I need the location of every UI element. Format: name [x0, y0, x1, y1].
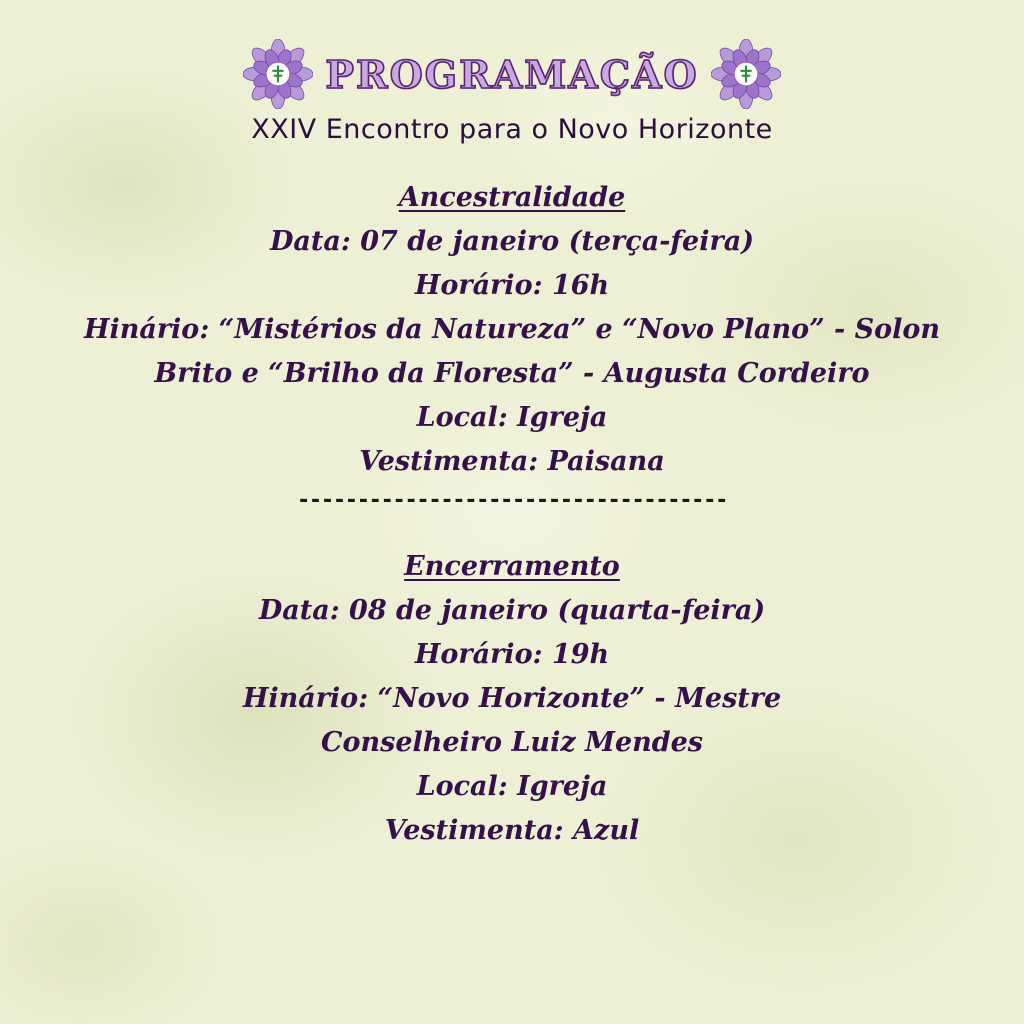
page-subtitle: XXIV Encontro para o Novo Horizonte: [251, 114, 773, 145]
event-heading: Encerramento: [404, 551, 620, 582]
event-ancestralidade: [0, 176, 1024, 484]
lotus-cross-icon: [243, 39, 313, 109]
event-hymnal-line-2: Brito e “Brilho da Floresta” - Augusta Cordeiro: [154, 358, 870, 389]
event-hymnal-line-2: Conselheiro Luiz Mendes: [320, 727, 704, 758]
page-title: PROGRAMAÇÃO: [325, 51, 699, 97]
event-time: Horário: 16h: [414, 270, 610, 301]
event-attire: Vestimenta: Paisana: [359, 446, 665, 477]
title-row: [0, 36, 1024, 112]
lotus-cross-icon: [711, 39, 781, 109]
event-time: Horário: 19h: [414, 639, 610, 670]
header: [0, 36, 1024, 145]
event-date: Data: 07 de janeiro (terça-feira): [270, 226, 754, 257]
event-encerramento: [0, 545, 1024, 853]
event-date: Data: 08 de janeiro (quarta-feira): [258, 595, 766, 626]
event-hymnal-line-1: Hinário: “Novo Horizonte” - Mestre: [242, 683, 782, 714]
section-divider: ------------------------------------: [296, 488, 728, 513]
event-heading: Ancestralidade: [398, 182, 626, 213]
event-location: Local: Igreja: [416, 402, 608, 433]
event-location: Local: Igreja: [416, 771, 608, 802]
event-hymnal-line-1: Hinário: “Mistérios da Natureza” e “Novo Plano” - Solon: [83, 314, 941, 345]
event-attire: Vestimenta: Azul: [384, 815, 640, 846]
